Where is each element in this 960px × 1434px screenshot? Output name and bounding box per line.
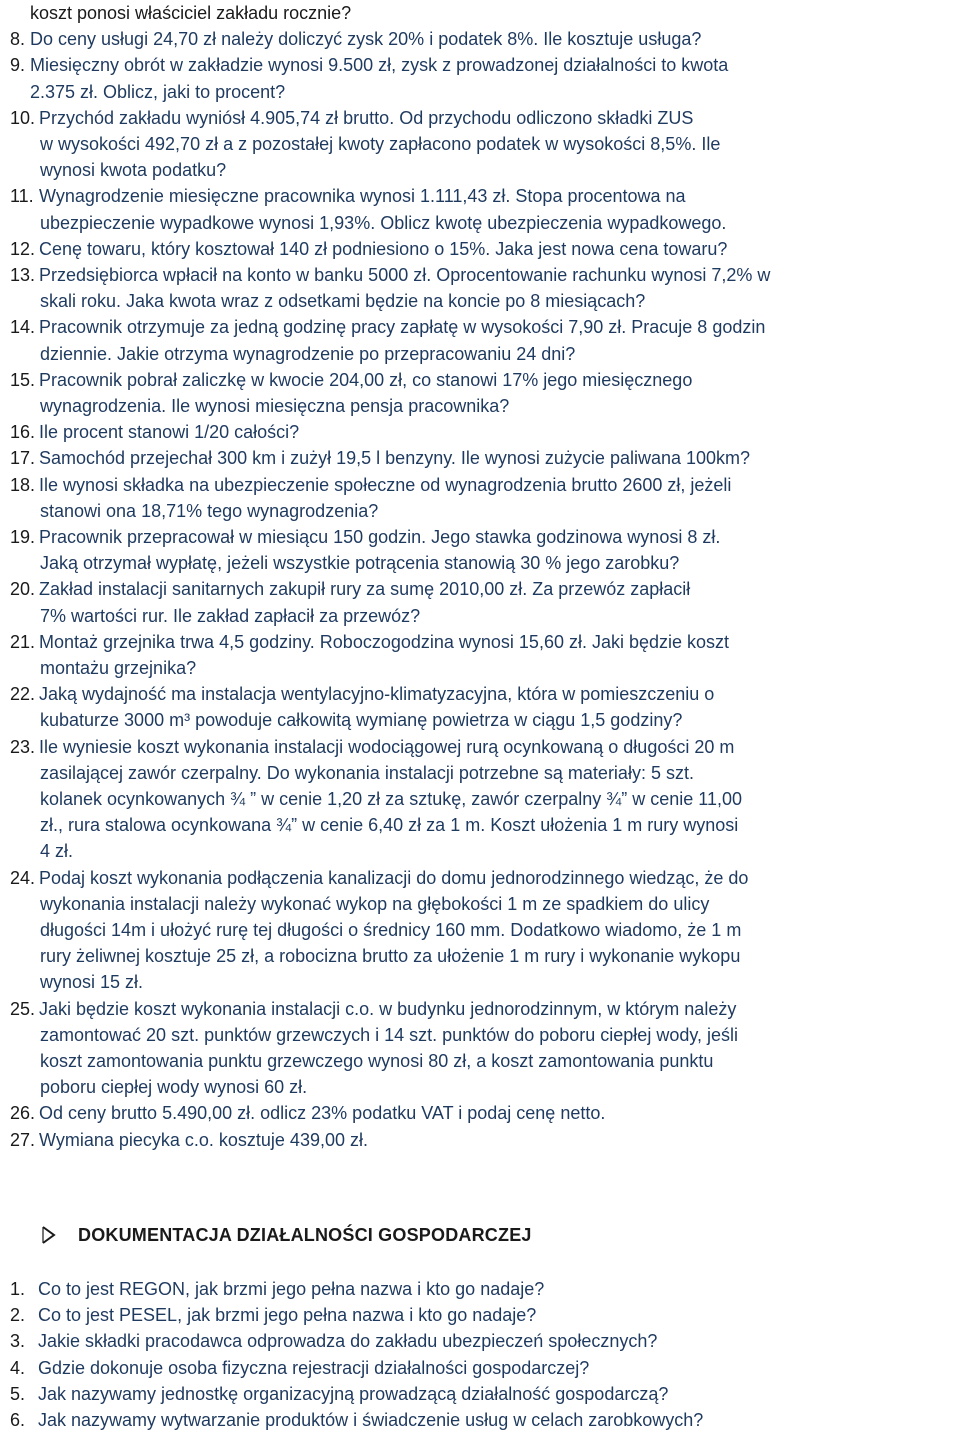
problem-line xyxy=(0,629,960,655)
question-item xyxy=(10,1302,536,1328)
problem-line xyxy=(0,367,960,393)
question-text: Gdzie dokonuje osoba fizyczna rejestracji działalności gospodarczej? xyxy=(38,1357,590,1378)
question-number: 1. xyxy=(10,1279,26,1299)
problem-line xyxy=(0,0,960,26)
problem-number: 9. xyxy=(10,55,26,76)
problem-text: Przedsiębiorca wpłacił na konto w banku 5000 zł. Oprocentowanie rachunku wynosi 7,2% w xyxy=(39,265,771,285)
question-item xyxy=(10,1355,589,1381)
question-text: Co to jest PESEL, jak brzmi jego pełna nazwa i kto go nadaje? xyxy=(38,1305,537,1326)
problem-line xyxy=(0,734,960,760)
problem-line xyxy=(0,445,960,471)
problem-text: Wynagrodzenie miesięczne pracownika wynosi 1.111,43 zł. Stopa procentowa na xyxy=(39,186,686,207)
section-heading xyxy=(38,1222,532,1248)
problem-text: Jaką otrzymał wypłatę, jeżeli wszystkie potrącenia stanowią 30 % jego zarobku? xyxy=(40,553,680,574)
problem-continuation-line xyxy=(0,943,960,969)
problem-number: 18. xyxy=(10,474,36,495)
question-number: 3. xyxy=(10,1331,26,1352)
problem-text: wykonania instalacji należy wykonać wykop na głębokości 1 m ze spadkiem do ulicy xyxy=(40,893,710,914)
question-number: 6. xyxy=(10,1410,26,1430)
problem-continuation-line xyxy=(0,341,960,367)
problem-continuation-line xyxy=(0,812,960,838)
problem-text: koszt zamontowania punktu grzewczego wynosi 80 zł, a koszt zamontowania punktu xyxy=(40,1051,714,1071)
problem-text: dziennie. Jakie otrzyma wynagrodzenie po przepracowaniu 24 dni? xyxy=(40,343,576,364)
problem-text: w wysokości 492,70 zł a z pozostałej kwoty zapłacono podatek w wysokości 8,5%. Ile xyxy=(40,134,721,154)
question-item xyxy=(10,1328,657,1354)
problem-text: stanowi ona 18,71% tego wynagrodzenia? xyxy=(40,500,379,521)
problem-line xyxy=(0,1127,960,1153)
problem-continuation-line xyxy=(0,917,960,943)
problem-text: skali roku. Jaka kwota wraz z odsetkami będzie na koncie po 8 miesiącach? xyxy=(40,291,646,312)
problem-line xyxy=(0,524,960,550)
problem-text: Pracownik pobrał zaliczkę w kwocie 204,00 zł, co stanowi 17% jego miesięcznego xyxy=(39,369,693,390)
problem-text: wynagrodzenia. Ile wynosi miesięczna pensja pracownika? xyxy=(40,396,510,416)
problem-continuation-line xyxy=(0,1074,960,1100)
problem-continuation-line xyxy=(0,1022,960,1048)
problem-continuation-line xyxy=(0,210,960,236)
question-number: 5. xyxy=(10,1383,26,1404)
problem-text: Do ceny usługi 24,70 zł należy doliczyć zysk 20% i podatek 8%. Ile kosztuje usługa? xyxy=(30,29,702,50)
question-text: Co to jest REGON, jak brzmi jego pełna nazwa i kto go nadaje? xyxy=(38,1279,545,1299)
problem-continuation-line xyxy=(0,707,960,733)
problem-number: 24. xyxy=(10,867,36,888)
problem-number: 25. xyxy=(10,998,36,1019)
problem-text: Cenę towaru, który kosztował 140 zł podniesiono o 15%. Jaka jest nowa cena towaru? xyxy=(39,238,728,259)
problem-continuation-line xyxy=(0,550,960,576)
question-item xyxy=(10,1276,544,1302)
question-text: Jak nazywamy wytwarzanie produktów i świadczenie usług w celach zarobkowych? xyxy=(38,1410,704,1430)
problem-text: zł., rura stalowa ocynkowana ¾” w cenie 6,40 zł za 1 m. Koszt ułożenia 1 m rury wynosi xyxy=(40,815,739,836)
problem-number: 19. xyxy=(10,527,36,547)
problem-text: wynosi kwota podatku? xyxy=(40,160,227,181)
problem-continuation-line xyxy=(0,393,960,419)
problem-line xyxy=(0,52,960,78)
problem-line xyxy=(0,472,960,498)
problem-text: zasilającej zawór czerpalny. Do wykonania instalacji potrzebne są materiały: 5 szt. xyxy=(40,762,694,783)
problem-text: rury żeliwnej kosztuje 25 zł, a robocizna brutto za ułożenie 1 m rury i wykonanie wykopu xyxy=(40,946,741,967)
problem-line xyxy=(0,865,960,891)
question-number: 4. xyxy=(10,1357,26,1378)
problem-line xyxy=(0,681,960,707)
problem-continuation-line xyxy=(0,838,960,864)
problem-number: 13. xyxy=(10,265,36,285)
problem-number: 10. xyxy=(10,107,36,128)
problem-text: Samochód przejechał 300 km i zużył 19,5 l benzyny. Ile wynosi zużycie paliwana 100km? xyxy=(39,448,751,469)
problem-continuation-line xyxy=(0,603,960,629)
problem-text: Jaki będzie koszt wykonania instalacji c.o. w budynku jednorodzinnym, w którym należy xyxy=(39,998,737,1019)
problem-number: 26. xyxy=(10,1103,36,1124)
arrow-bullet-icon xyxy=(38,1224,60,1246)
problem-line xyxy=(0,262,960,288)
problem-text: 4 zł. xyxy=(40,841,74,862)
problem-continuation-line xyxy=(0,79,960,105)
problem-number: 17. xyxy=(10,448,36,469)
problem-continuation-line xyxy=(0,157,960,183)
problem-continuation-line xyxy=(0,969,960,995)
problem-text: Ile procent stanowi 1/20 całości? xyxy=(39,422,300,443)
problem-line xyxy=(0,314,960,340)
problem-text: Ile wynosi składka na ubezpieczenie społeczne od wynagrodzenia brutto 2600 zł, jeżeli xyxy=(39,474,732,495)
question-number: 2. xyxy=(10,1305,26,1326)
problem-text: 2.375 zł. Oblicz, jaki to procent? xyxy=(30,81,286,102)
problem-continuation-line xyxy=(0,288,960,314)
problem-text: Ile wyniesie koszt wykonania instalacji wodociągowej rurą ocynkowaną o długości 20 m xyxy=(39,736,735,757)
problem-text: Przychód zakładu wyniósł 4.905,74 zł brutto. Od przychodu odliczono składki ZUS xyxy=(39,107,694,128)
question-text: Jakie składki pracodawca odprowadza do zakładu ubezpieczeń społecznych? xyxy=(38,1331,658,1352)
problem-text: Pracownik przepracował w miesiącu 150 godzin. Jego stawka godzinowa wynosi 8 zł. xyxy=(39,527,721,547)
problem-number: 27. xyxy=(10,1129,36,1150)
problem-text: kolanek ocynkowanych ¾ ” w cenie 1,20 zł za sztukę, zawór czerpalny ¾” w cenie 11,00 xyxy=(40,789,743,809)
problem-text: Jaką wydajność ma instalacja wentylacyjno-klimatyzacyjna, która w pomieszczeniu o xyxy=(39,684,715,705)
problem-line xyxy=(0,576,960,602)
question-text: Jak nazywamy jednostkę organizacyjną prowadzącą działalność gospodarczą? xyxy=(38,1383,669,1404)
problem-text: długości 14m i ułożyć rurę tej długości o średnicy 160 mm. Dodatkowo wiadomo, że 1 m xyxy=(40,920,742,940)
problem-number: 23. xyxy=(10,736,36,757)
problem-text: zamontować 20 szt. punktów grzewczych i 14 szt. punktów do poboru ciepłej wody, jeśli xyxy=(40,1024,739,1045)
problem-number: 21. xyxy=(10,631,36,652)
problem-line xyxy=(0,183,960,209)
problem-text: wynosi 15 zł. xyxy=(40,972,144,993)
problem-line xyxy=(0,996,960,1022)
problem-text: Zakład instalacji sanitarnych zakupił rury za sumę 2010,00 zł. Za przewóz zapłacił xyxy=(39,579,691,600)
problem-text: koszt ponosi właściciel zakładu rocznie? xyxy=(30,3,352,23)
problem-text: kubaturze 3000 m³ powoduje całkowitą wymianę powietrza w ciągu 1,5 godziny? xyxy=(40,710,683,731)
problem-continuation-line xyxy=(0,131,960,157)
problem-number: 14. xyxy=(10,317,36,338)
problem-line xyxy=(0,1100,960,1126)
problem-number: 11. xyxy=(10,186,34,207)
question-item xyxy=(10,1381,668,1407)
problem-text: Miesięczny obrót w zakładzie wynosi 9.500 zł, zysk z prowadzonej działalności to kwota xyxy=(30,55,729,76)
problem-number: 12. xyxy=(10,238,36,259)
problem-text: ubezpieczenie wypadkowe wynosi 1,93%. Oblicz kwotę ubezpieczenia wypadkowego. xyxy=(40,212,727,233)
question-item xyxy=(10,1407,703,1433)
problem-line xyxy=(0,26,960,52)
problem-continuation-line xyxy=(0,498,960,524)
problem-continuation-line xyxy=(0,760,960,786)
problem-number: 20. xyxy=(10,579,36,600)
problem-text: Podaj koszt wykonania podłączenia kanalizacji do domu jednorodzinnego wiedząc, że do xyxy=(39,867,749,888)
problem-number: 22. xyxy=(10,684,36,705)
problem-continuation-line xyxy=(0,891,960,917)
problem-continuation-line xyxy=(0,786,960,812)
problem-number: 16. xyxy=(10,422,36,443)
problem-text: Montaż grzejnika trwa 4,5 godziny. Roboczogodzina wynosi 15,60 zł. Jaki będzie koszt xyxy=(39,631,730,652)
problem-line xyxy=(0,105,960,131)
problem-line xyxy=(0,419,960,445)
problem-text: Wymiana piecyka c.o. kosztuje 439,00 zł. xyxy=(39,1129,368,1150)
problem-number: 8. xyxy=(10,29,26,50)
problem-text: montażu grzejnika? xyxy=(40,658,197,678)
problem-text: poboru ciepłej wody wynosi 60 zł. xyxy=(40,1077,308,1098)
section-heading-text: DOKUMENTACJA DZIAŁALNOŚCI GOSPODARCZEJ xyxy=(78,1224,532,1245)
problem-number: 15. xyxy=(10,369,36,390)
problem-text: Od ceny brutto 5.490,00 zł. odlicz 23% podatku VAT i podaj cenę netto. xyxy=(39,1103,606,1124)
problem-line xyxy=(0,236,960,262)
problem-text: Pracownik otrzymuje za jedną godzinę pracy zapłatę w wysokości 7,90 zł. Pracuje 8 godzin xyxy=(39,317,766,338)
problem-continuation-line xyxy=(0,655,960,681)
problem-text: 7% wartości rur. Ile zakład zapłacił za przewóz? xyxy=(40,605,421,626)
problem-continuation-line xyxy=(0,1048,960,1074)
